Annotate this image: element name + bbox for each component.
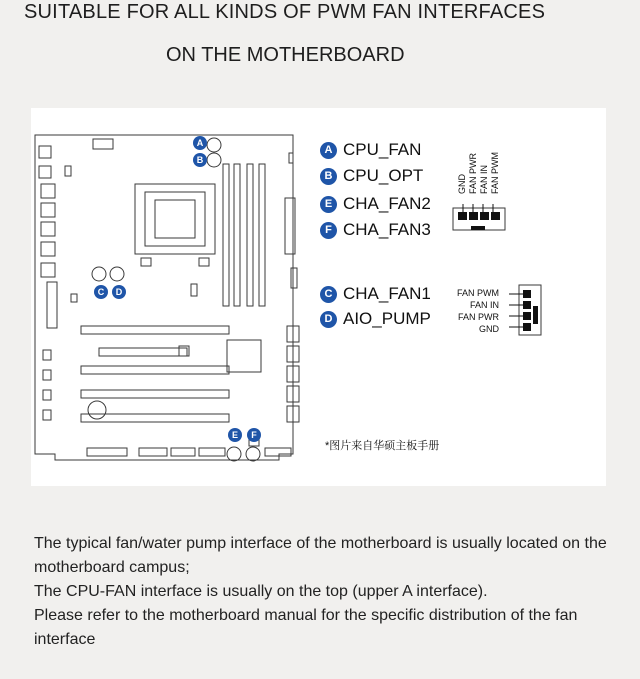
board-badge-e: E [228,428,242,442]
legend-cha-fan3 [320,220,431,240]
description-text [34,532,614,652]
description-line-2: The CPU-FAN interface is usually on the top (upper A interface). [34,583,488,600]
legend-cpu-opt [320,166,423,186]
fan-header-e [227,447,241,461]
legend-cha-fan2 [320,194,431,214]
board-badge-a: A [193,136,207,150]
fan-header-c [92,267,106,281]
fan-header-b [207,153,221,167]
board-badge-b: B [193,153,207,167]
legend-label: CHA_FAN1 [343,284,431,303]
fan-header-d [110,267,124,281]
badge-b: B [320,168,337,185]
legend-label: CHA_FAN3 [343,220,431,239]
legend-label: CPU_OPT [343,166,424,185]
badge-e: E [320,196,337,213]
badge-a: A [320,142,337,159]
board-badge-d: D [112,285,126,299]
legend-label: CHA_FAN2 [343,194,431,213]
pin-label-fan-pwm-h: FAN PWM [457,288,499,298]
ram-slot [223,164,229,306]
pin-label-fan-pwr-v: FAN PWR [468,152,478,194]
pin-label-fan-pwm-v: FAN PWM [490,152,500,194]
badge-c: C [320,286,337,303]
legend-label: AIO_PUMP [343,309,431,328]
m2-slot [99,348,187,356]
heading-line-2: ON THE MOTHERBOARD [166,44,405,66]
legend-label: CPU_FAN [343,140,422,159]
legend-cha-fan1 [320,284,431,304]
description-line-1: The typical fan/water pump interface of the motherboard is usually located on the motherboard campus; [34,535,607,576]
pin-label-gnd-h: GND [479,324,499,334]
top-connector [93,139,113,149]
pin-label-fan-in-h: FAN IN [469,300,499,310]
legend-aio-pump [320,309,431,329]
cpu-socket [135,184,215,254]
badge-d: D [320,311,337,328]
fan-header-f [246,447,260,461]
board-badge-f: F [247,428,261,442]
fan-header-a [207,138,221,152]
legend-cpu-fan [320,140,421,160]
description-line-3: Please refer to the motherboard manual for the specific distribution of the fan interface [34,607,578,648]
pin-label-gnd-v: GND [457,174,467,194]
pin-label-fan-pwr-h: FAN PWR [457,312,499,322]
chipset [227,340,261,372]
heading-line-1: SUITABLE FOR ALL KINDS OF PWM FAN INTERFACES [24,1,546,23]
diagram-panel [31,108,606,486]
board-badge-c: C [94,285,108,299]
pcie-slot [81,326,229,334]
badge-f: F [320,222,337,239]
source-footnote: *图片来自华硕主板手册 [325,440,440,452]
pin-label-fan-in-v: FAN IN [479,164,489,194]
